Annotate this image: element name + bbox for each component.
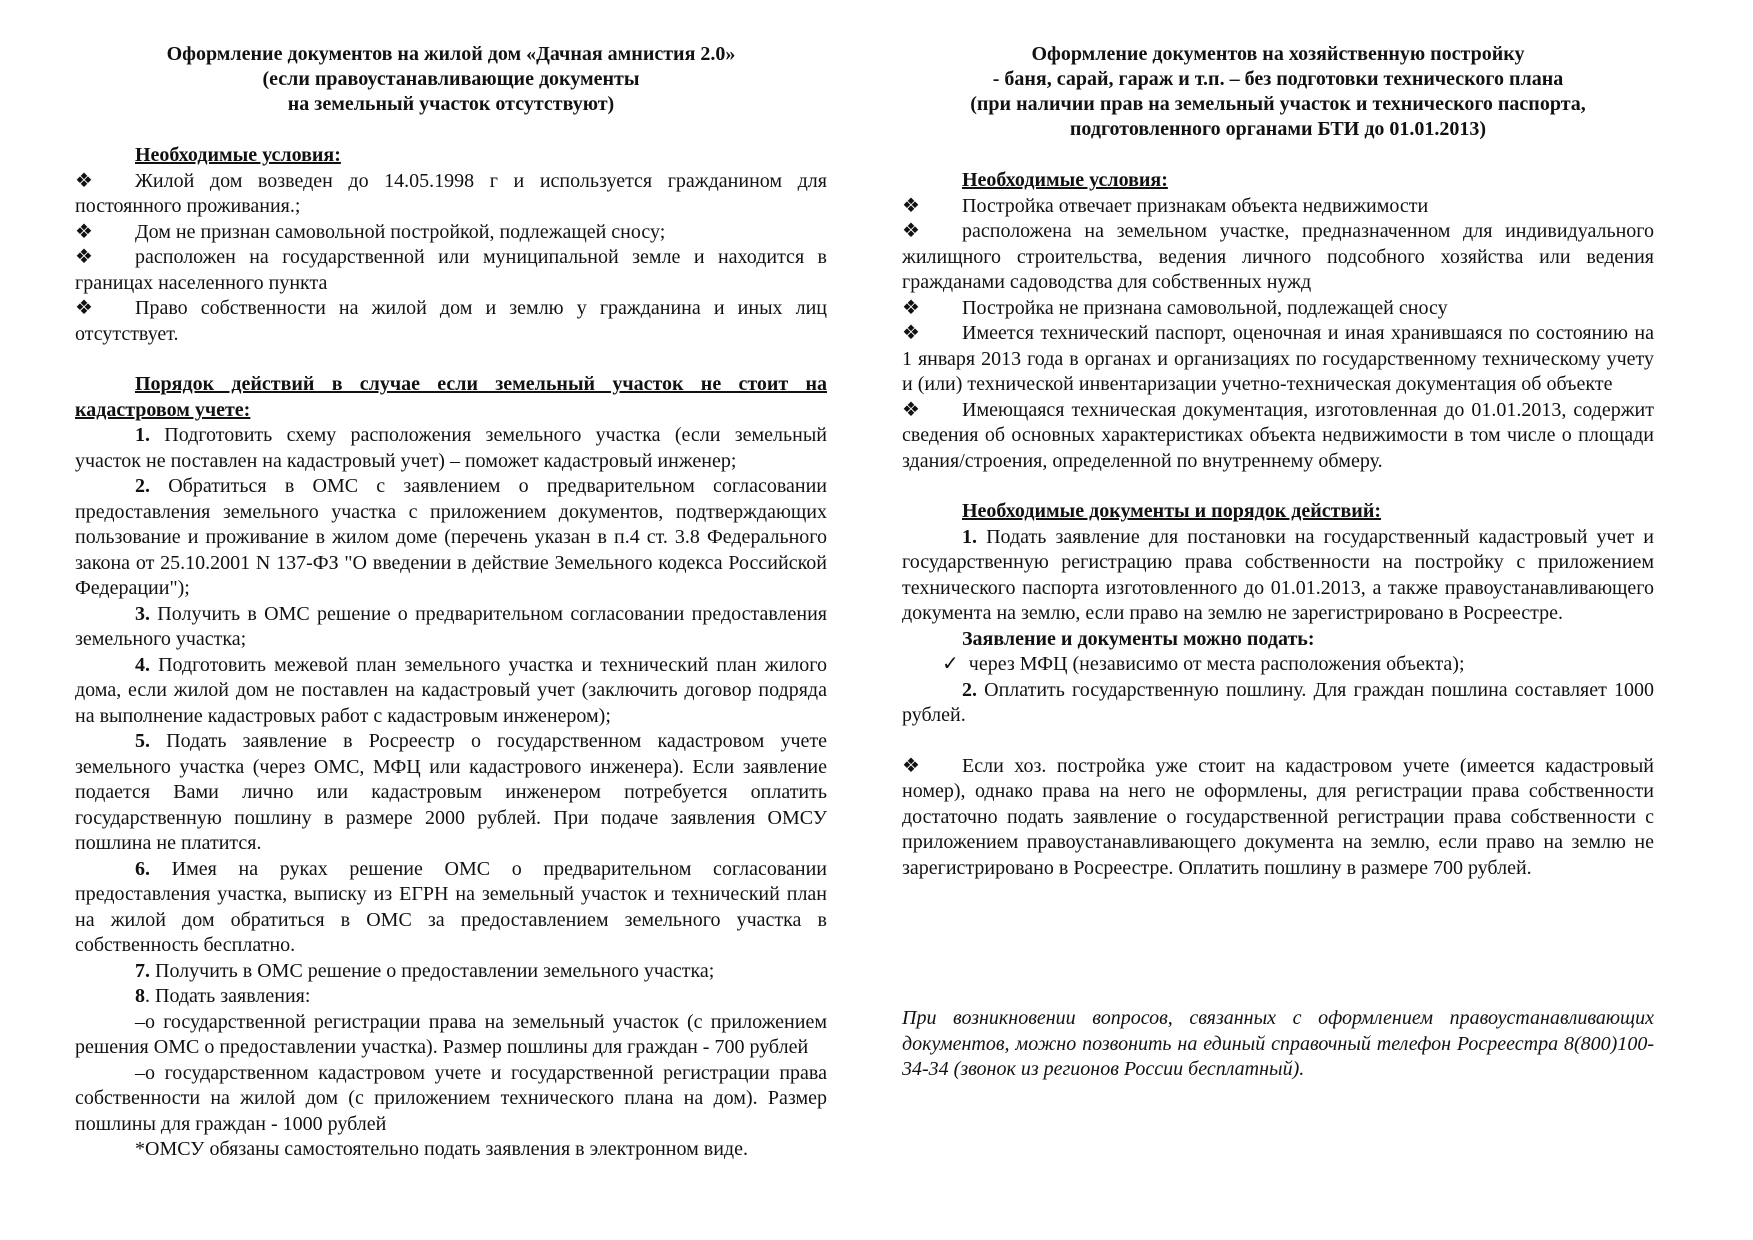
bullet-icon: ❖ (902, 220, 920, 242)
left-sub-item: –о государственной регистрации права на земельный участок (с приложением решения ОМС о предоставлении участка). Размер пошлины для граждан - 700 рублей (75, 1010, 827, 1058)
step-text: Подготовить схему расположения земельного участка (если земельный участок не поставлен на кадастровый учет) – поможет кадастровый инженер; (75, 424, 827, 472)
left-step (75, 984, 827, 1010)
contact-info: При возникновении вопросов, связанных с оформлением правоустанавливающих документов, можно позвонить на единый справочный телефон Росреестра 8(800)100-34-34 (звонок из регионов России бесплатный). (902, 1007, 1654, 1080)
left-column (75, 42, 827, 1163)
step-number: 6. (135, 857, 150, 880)
right-conditions-heading: Необходимые условия: (962, 169, 1168, 191)
check-text: через МФЦ (независимо от места расположения объекта); (968, 653, 1465, 675)
bullet-icon: ❖ (75, 297, 93, 319)
left-condition-text: Право собственности на жилой дом и землю у гражданина и иных лиц отсутствует. (75, 297, 827, 345)
step-number: 4. (135, 653, 150, 676)
step-text: Оплатить государственную пошлину. Для граждан пошлина составляет 1000 рублей. (902, 678, 1654, 726)
right-condition-item (902, 194, 1654, 220)
right-title-line: Оформление документов на хозяйственную постройку (1031, 43, 1525, 65)
step-number: 8 (135, 985, 145, 1007)
left-title-line: на земельный участок отсутствуют) (287, 93, 615, 115)
step-number: 3. (135, 602, 150, 625)
left-conditions-heading: Необходимые условия: (135, 144, 341, 166)
right-docs-heading: Необходимые документы и порядок действий: (962, 500, 1382, 522)
right-title-line: - баня, сарай, гараж и т.п. – без подготовки технического плана (992, 68, 1564, 90)
left-condition-text: Жилой дом возведен до 14.05.1998 г и используется гражданином для постоянного проживания.; (75, 169, 827, 217)
step-text: Подать заявление в Росреестр о государственном кадастровом учете земельного участка (через ОМС, МФЦ или кадастрового инженера). Если заявление подается Вами лично или кадастровым инженером потребуется оплатить государственную пошлину в размере 2000 рублей. При подаче заявления ОМСУ пошлина не платится. (75, 730, 827, 854)
left-note: *ОМСУ обязаны самостоятельно подать заявления в электронном виде. (135, 1138, 748, 1160)
right-step (902, 525, 1654, 627)
right-title-line: (при наличии прав на земельный участок и технического паспорта, (970, 93, 1586, 115)
left-step (75, 602, 827, 653)
left-sub-item: –о государственном кадастровом учете и государственной регистрации права собственности на жилой дом (с приложением технического плана на дом). Размер пошлины для граждан - 1000 рублей (75, 1061, 827, 1135)
right-condition-item (902, 219, 1654, 296)
step-number: 1. (135, 424, 150, 446)
right-condition-item (902, 321, 1654, 398)
step-number: 2. (962, 678, 977, 701)
bullet-icon: ❖ (75, 169, 93, 192)
left-step (75, 857, 827, 959)
step-text: . Подать заявления: (145, 985, 311, 1007)
left-condition-item (75, 245, 827, 296)
left-condition-text: Дом не признан самовольной постройкой, подлежащей сносу; (135, 220, 666, 243)
right-step (902, 678, 1654, 729)
left-title-line: (если правоустанавливающие документы (262, 68, 640, 90)
right-column (902, 42, 1654, 1083)
left-step (75, 653, 827, 730)
bullet-icon: ❖ (75, 246, 93, 268)
left-step (75, 729, 827, 857)
right-condition-item (902, 398, 1654, 475)
left-title (75, 42, 827, 117)
bullet-icon: ❖ (902, 398, 920, 421)
left-condition-item (75, 220, 827, 246)
bullet-icon: ❖ (75, 220, 93, 243)
right-title-line: подготовленного органами БТИ до 01.01.2013) (1069, 118, 1487, 140)
step-text: Обратиться в ОМС с заявлением о предварительном согласовании предоставления земельного участка с приложением документов, подтверждающих пользование и проживание в жилом доме (перечень указан в п.4 ст. 3.8 Федерального закона от 25.10.2001 N 137-ФЗ "О введении в действие Земельного кодекса Российской Федерации"); (75, 475, 827, 599)
right-extra-text: Если хоз. постройка уже стоит на кадастровом учете (имеется кадастровый номер), однако права на него не оформлены, для регистрации права собственности достаточно подать заявление о государственной регистрации права собственности с приложением правоустанавливающего документа на землю, если право на землю не зарегистрировано в Росреестре. Оплатить пошлину в размере 700 рублей. (902, 754, 1654, 879)
left-step (75, 959, 827, 985)
right-submit-heading: Заявление и документы можно подать: (962, 627, 1315, 650)
bullet-icon: ❖ (902, 754, 920, 777)
right-condition-text: расположена на земельном участке, предназначенном для индивидуального жилищного строительства, ведения личного подсобного хозяйства или ведения гражданами садоводства для собственных нужд (902, 220, 1654, 293)
step-text: Имея на руках решение ОМС о предварительном согласовании предоставления участка, выписку из ЕГРН на земельный участок и технический план на жилой дом обратиться в ОМС за предоставлением земельного участка в собственность бесплатно. (75, 857, 827, 956)
right-extra-bullet (902, 754, 1654, 882)
left-condition-item (75, 296, 827, 347)
step-number: 7. (135, 959, 150, 982)
check-icon: ✓ (942, 653, 959, 675)
right-condition-text: Постройка отвечает признакам объекта недвижимости (962, 194, 1429, 217)
left-step (75, 474, 827, 602)
left-condition-item (75, 169, 827, 220)
bullet-icon: ❖ (902, 322, 920, 344)
step-number: 2. (135, 475, 150, 497)
left-procedure-heading: Порядок действий в случае если земельный участок не стоит на кадастровом учете: (75, 373, 827, 421)
step-number: 5. (135, 730, 150, 752)
step-text: Подать заявление для постановки на государственный кадастровый учет и государственную регистрацию права собственности на постройку с приложением технического паспорта изготовленного до 01.01.2013, а также правоустанавливающего документа на землю, если право на землю не зарегистрировано в Росреестре. (902, 525, 1654, 624)
step-number: 1. (962, 525, 977, 548)
right-condition-text: Постройка не признана самовольной, подлежащей сносу (962, 296, 1448, 319)
bullet-icon: ❖ (902, 296, 920, 319)
right-condition-item (902, 296, 1654, 322)
bullet-icon: ❖ (902, 194, 920, 217)
right-condition-text: Имеющаяся техническая документация, изготовленная до 01.01.2013, содержит сведения об основных характеристиках объекта недвижимости в том числе о площади здания/строения, определенной по внутреннему обмеру. (902, 398, 1654, 472)
left-condition-text: расположен на государственной или муниципальной земле и находится в границах населенного пункта (75, 246, 827, 294)
right-title (902, 42, 1654, 142)
right-check-item (902, 652, 1654, 678)
left-step (75, 423, 827, 474)
step-text: Получить в ОМС решение о предварительном согласовании предоставления земельного участка; (75, 602, 827, 650)
step-text: Подготовить межевой план земельного участка и технический план жилого дома, если жилой дом не поставлен на кадастровый учет (заключить договор подряда на выполнение кадастровых работ с кадастровым инженером); (75, 653, 827, 727)
left-title-line: Оформление документов на жилой дом «Дачная амнистия 2.0» (166, 43, 736, 65)
right-condition-text: Имеется технический паспорт, оценочная и иная хранившаяся по состоянию на 1 января 2013 года в органах и организациях по государственному техническому учету и (или) технической инвентаризации учетно-техническая документация об объекте (902, 322, 1654, 395)
step-text: Получить в ОМС решение о предоставлении земельного участка; (150, 959, 715, 982)
